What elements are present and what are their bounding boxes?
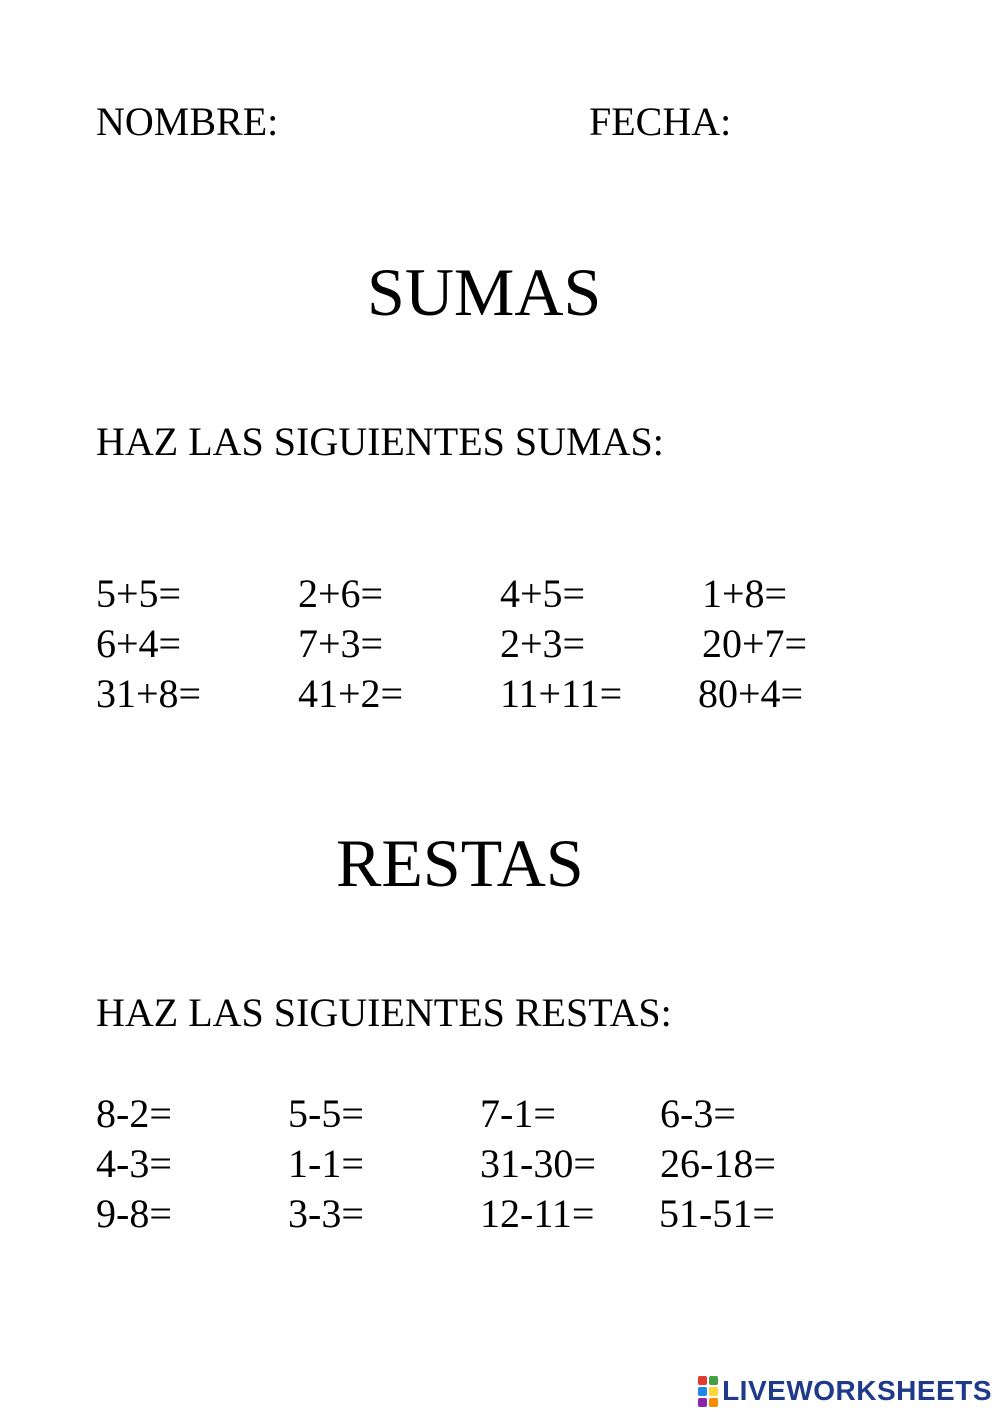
name-label: NOMBRE: (96, 99, 279, 144)
subtraction-exercise: 31-30= (480, 1141, 596, 1186)
liveworksheets-logo (698, 1375, 992, 1407)
subtraction-exercise: 7-1= (480, 1091, 556, 1136)
sum-exercise: 31+8= (96, 671, 202, 716)
subtraction-exercise: 9-8= (96, 1191, 172, 1236)
subtraction-exercise: 4-3= (96, 1141, 172, 1186)
subtraction-exercise: 8-2= (96, 1091, 172, 1136)
sum-exercise: 2+6= (298, 571, 384, 616)
sum-exercise: 1+8= (702, 571, 788, 616)
sum-exercise: 11+11= (500, 671, 623, 716)
sum-exercise: 20+7= (702, 621, 808, 666)
sumas-instruction: HAZ LAS SIGUIENTES SUMAS: (96, 419, 664, 464)
sum-exercise: 6+4= (96, 621, 182, 666)
sum-exercise: 41+2= (298, 671, 404, 716)
restas-instruction: HAZ LAS SIGUIENTES RESTAS: (96, 990, 672, 1035)
sum-exercise: 2+3= (500, 621, 586, 666)
date-label: FECHA: (589, 99, 732, 144)
subtraction-exercise: 1-1= (288, 1141, 364, 1186)
liveworksheets-logo-icon (698, 1376, 718, 1407)
subtraction-exercise: 51-51= (659, 1191, 775, 1236)
sumas-title: SUMAS (367, 254, 602, 330)
subtraction-exercise: 26-18= (660, 1141, 776, 1186)
subtraction-exercise: 5-5= (288, 1091, 364, 1136)
subtraction-exercise: 3-3= (288, 1191, 364, 1236)
subtraction-exercise: 6-3= (660, 1091, 736, 1136)
liveworksheets-logo-text: LIVEWORKSHEETS (722, 1375, 992, 1406)
sum-exercise: 80+4= (698, 671, 804, 716)
sum-exercise: 4+5= (500, 571, 586, 616)
subtraction-exercise: 12-11= (480, 1191, 595, 1236)
sum-exercise: 7+3= (298, 621, 384, 666)
restas-title: RESTAS (336, 825, 584, 901)
sum-exercise: 5+5= (96, 571, 182, 616)
